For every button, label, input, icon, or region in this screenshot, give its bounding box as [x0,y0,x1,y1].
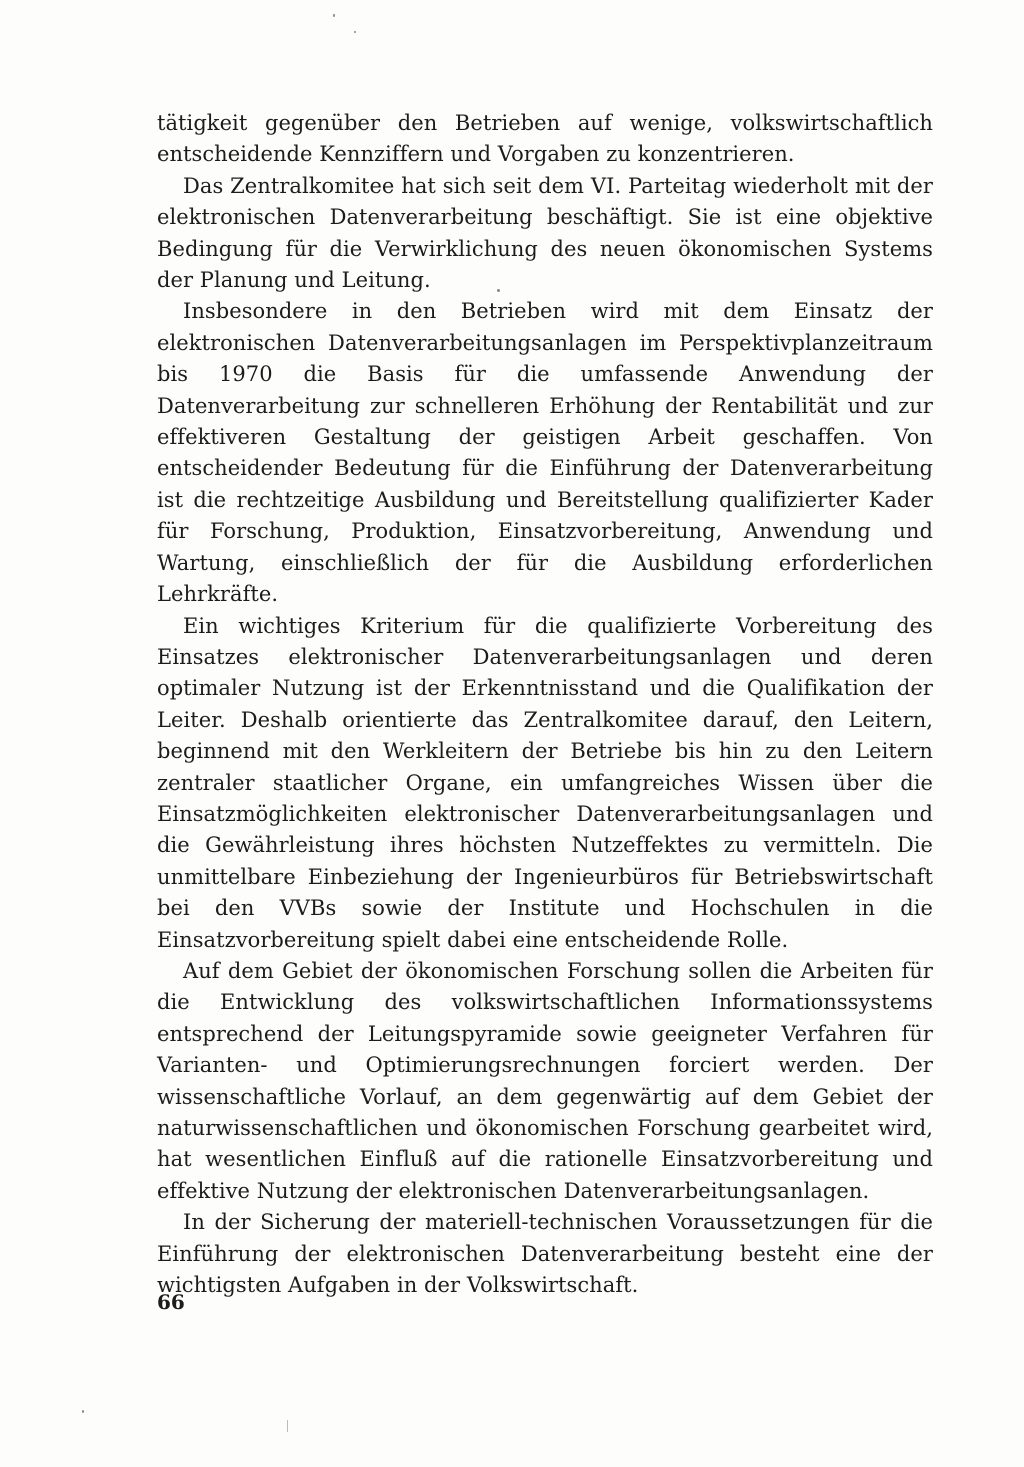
page-number: 66 [157,1290,185,1314]
paragraph-zentralkomitee: Das Zentralkomitee hat sich seit dem VI. Parteitag wiederholt mit der elektronischen Datenverarbeitung beschäftigt. Sie ist eine objektive Bedingung für die Verwirklichung des neuen ökonomischen Systems der Planung und Leitung. [157,173,933,293]
scan-speck [333,14,335,17]
scan-speck [287,1420,288,1432]
paragraph-continuation: tätigkeit gegenüber den Betrieben auf wenige, volkswirtschaftlich entscheidende Kennziffern und Vorgaben zu konzentrieren. [157,111,933,167]
paragraph-sicherung: In der Sicherung der materiell-technischen Voraussetzungen für die Einführung der elektronischen Datenverarbeitung besteht eine der wichtigsten Aufgaben in der Volkswirtschaft. [157,1210,933,1298]
paragraph-kriterium: Ein wichtiges Kriterium für die qualifizierte Vorbereitung des Einsatzes elektronischer Datenverarbeitungsanlagen und deren optimaler Nutzung ist der Erkenntnisstand und die Qualifikation der Leiter. Deshalb orientierte das Zentralkomitee darauf, den Leitern, beginnend mit den Werkleitern der Betriebe bis hin zu den Leitern zentraler staatlicher Organe, ein umfangreiches Wissen über die Einsatzmöglichkeiten elektronischer Datenverarbeitungsanlagen und die Gewährleistung ihres höchsten Nutzeffektes zu vermitteln. Die unmittelbare Einbeziehung der Ingenieurbüros für Betriebswirtschaft bei den VVBs sowie der Institute und Hochschulen in die Einsatzvorbereitung spielt dabei eine entscheidende Rolle. [157,613,933,952]
scan-speck [354,31,356,33]
paragraph-betriebe: Insbesondere in den Betrieben wird mit dem Einsatz der elektronischen Datenverarbeitungsanlagen im Perspektivplanzeitraum bis 1970 die Basis für die umfassende Anwendung der Datenverarbeitung zur schnelleren Erhöhung der Rentabilität und zur effektiveren Gestaltung der geistigen Arbeit geschaffen. Von entscheidender Bedeutung für die Einführung der Datenverarbeitung ist die rechtzeitige Ausbildung und Bereitstellung qualifizierter Kader für Forschung, Produktion, Einsatzvorbereitung, Anwendung und Wartung, einschließlich der für die Ausbildung erforderlichen Lehrkräfte. [157,299,933,607]
body-text [157,108,933,1301]
scan-speck [82,1410,84,1413]
paragraph-forschung: Auf dem Gebiet der ökonomischen Forschung sollen die Arbeiten für die Entwicklung des volkswirtschaftlichen Informationssystems entsprechend der Leitungspyramide sowie geeigneter Verfahren für Varianten- und Optimierungsrechnungen forciert werden. Der wissenschaftliche Vorlauf, an dem gegenwärtig auf dem Gebiet der naturwissenschaftlichen und ökonomischen Forschung gearbeitet wird, hat wesentlichen Einfluß auf die rationelle Einsatzvorbereitung und effektive Nutzung der elektronischen Datenverarbeitungsanlagen. [157,958,933,1203]
